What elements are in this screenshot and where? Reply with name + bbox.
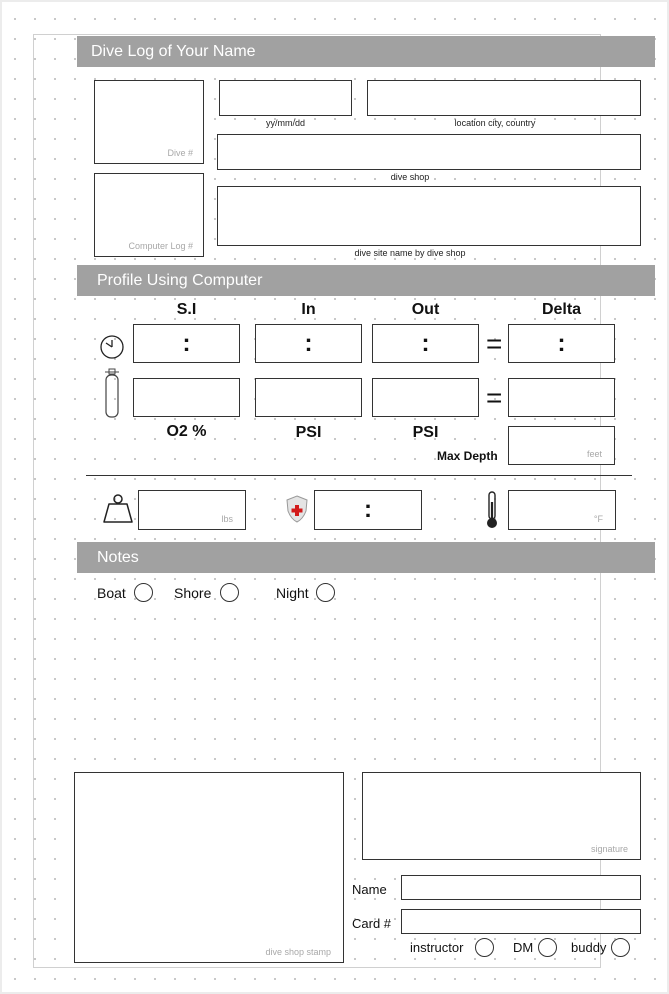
col-si-header: S.I bbox=[176, 301, 197, 318]
option-night-radio[interactable] bbox=[316, 583, 335, 602]
signature-hint: signature bbox=[590, 844, 628, 854]
o2-field[interactable] bbox=[133, 378, 240, 417]
option-night-label: Night bbox=[276, 585, 309, 601]
psi-out-field[interactable] bbox=[372, 378, 479, 417]
psi-out-label: PSI bbox=[412, 424, 439, 441]
computer-log-field[interactable] bbox=[94, 173, 204, 257]
role-instructor-radio[interactable] bbox=[475, 938, 494, 957]
option-boat-label: Boat bbox=[97, 585, 126, 601]
location-label: location city, country bbox=[454, 118, 536, 128]
notes-bar bbox=[77, 542, 655, 573]
dive-shop-label: dive shop bbox=[390, 172, 430, 182]
profile-bar bbox=[77, 265, 655, 296]
in-time-separator: : bbox=[304, 329, 313, 357]
psi-delta-field[interactable] bbox=[508, 378, 615, 417]
thermometer-icon bbox=[484, 490, 500, 530]
time-equals: = bbox=[486, 328, 503, 359]
out-time-field[interactable] bbox=[372, 324, 479, 363]
dive-number-hint: Dive # bbox=[167, 148, 193, 158]
signature-box[interactable] bbox=[362, 772, 641, 860]
col-out-header: Out bbox=[411, 301, 440, 318]
dive-site-label: dive site name by dive shop bbox=[354, 248, 466, 258]
si-time-field[interactable] bbox=[133, 324, 240, 363]
temp-unit: °F bbox=[593, 514, 603, 524]
weight-field[interactable] bbox=[138, 490, 246, 530]
profile-title: Profile Using Computer bbox=[97, 272, 263, 289]
log-page bbox=[2, 2, 667, 992]
dive-site-field[interactable] bbox=[217, 186, 641, 246]
max-depth-unit: feet bbox=[586, 449, 602, 459]
name-field[interactable] bbox=[401, 875, 641, 900]
clock-icon bbox=[99, 334, 125, 360]
delta-time-field[interactable] bbox=[508, 324, 615, 363]
col-in-header: In bbox=[301, 301, 316, 318]
role-dm-label: DM bbox=[513, 940, 534, 955]
dive-shop-field[interactable] bbox=[217, 134, 641, 170]
role-buddy-label: buddy bbox=[571, 940, 607, 955]
in-time-field[interactable] bbox=[255, 324, 362, 363]
safety-stop-icon bbox=[286, 495, 308, 523]
location-field[interactable] bbox=[367, 80, 641, 116]
max-depth-field[interactable] bbox=[508, 426, 615, 465]
option-boat-radio[interactable] bbox=[134, 583, 153, 602]
computer-log-hint: Computer Log # bbox=[128, 241, 193, 251]
option-shore-radio[interactable] bbox=[220, 583, 239, 602]
date-field[interactable] bbox=[219, 80, 352, 116]
dive-number-field[interactable] bbox=[94, 80, 204, 164]
page-title: Dive Log of Your Name bbox=[91, 43, 256, 60]
option-shore-label: Shore bbox=[174, 585, 212, 601]
scuba-tank-icon bbox=[102, 368, 122, 420]
section-divider bbox=[86, 475, 632, 476]
name-label: Name bbox=[352, 882, 387, 897]
gas-equals: = bbox=[486, 382, 503, 413]
psi-in-field[interactable] bbox=[255, 378, 362, 417]
dive-shop-stamp-box[interactable] bbox=[74, 772, 344, 963]
si-time-separator: : bbox=[182, 329, 191, 357]
date-label: yy/mm/dd bbox=[265, 118, 305, 128]
stamp-hint: dive shop stamp bbox=[265, 947, 331, 957]
max-depth-label: Max Depth bbox=[437, 449, 498, 463]
delta-time-separator: : bbox=[557, 329, 566, 357]
weight-icon bbox=[102, 492, 134, 524]
col-delta-header: Delta bbox=[541, 301, 582, 318]
weight-unit: lbs bbox=[221, 514, 233, 524]
safety-stop-field[interactable] bbox=[314, 490, 422, 530]
header-bar bbox=[77, 36, 655, 67]
role-buddy-radio[interactable] bbox=[611, 938, 630, 957]
role-instructor-label: instructor bbox=[410, 940, 464, 955]
role-dm-radio[interactable] bbox=[538, 938, 557, 957]
notes-title: Notes bbox=[97, 549, 139, 566]
card-number-field[interactable] bbox=[401, 909, 641, 934]
safety-stop-separator: : bbox=[364, 496, 372, 523]
psi-in-label: PSI bbox=[295, 424, 322, 441]
water-temp-field[interactable] bbox=[508, 490, 616, 530]
out-time-separator: : bbox=[421, 329, 430, 357]
o2-label: O2 % bbox=[166, 423, 207, 440]
card-label: Card # bbox=[352, 916, 392, 931]
